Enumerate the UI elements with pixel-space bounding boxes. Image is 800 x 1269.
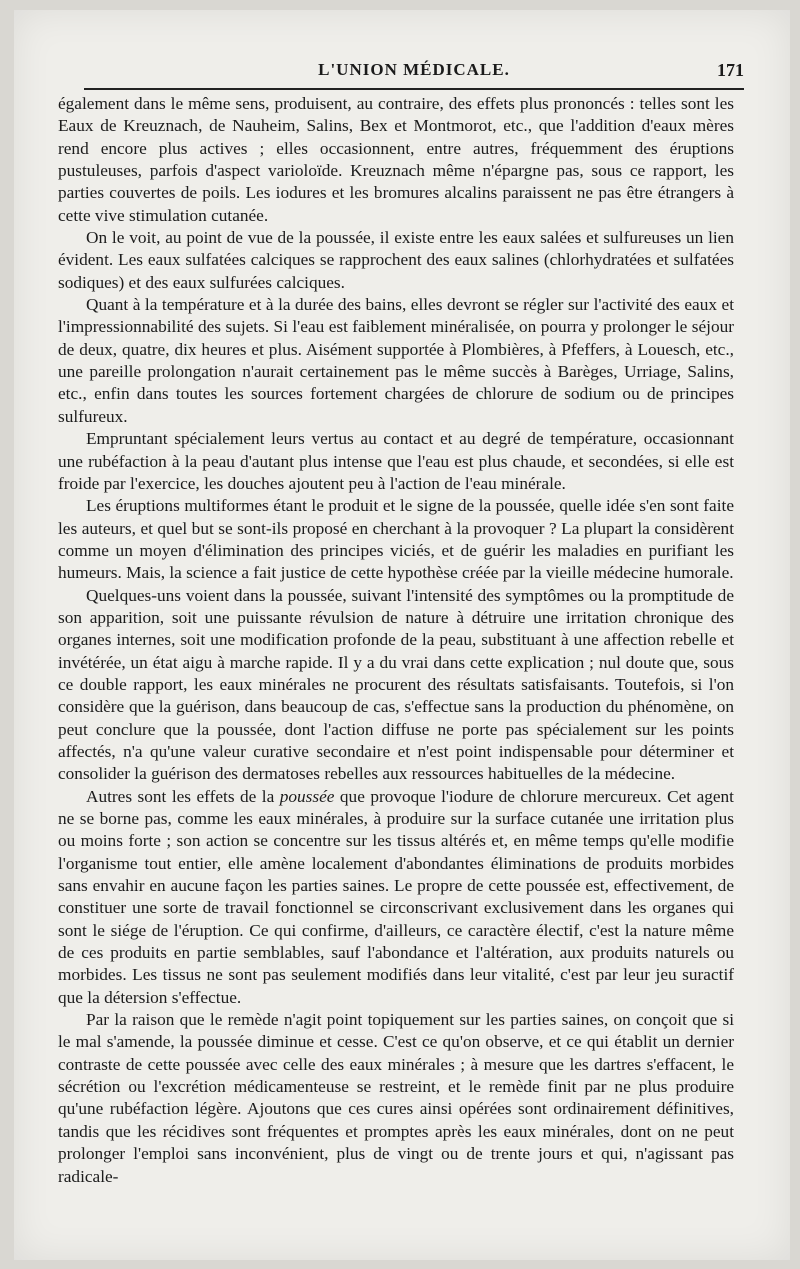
paragraph-3: Quant à la température et à la durée des bains, elles devront se régler sur l'activité des eaux et l'impressionnabilité des sujets. Si l'eau est faiblement minéralisée, on pourra y prolonger le séjour de deux, quatre, dix heures et plus. Aisément supportée à Plombières, à Pfeffers, à Louesch, etc., une pareille prolongation n'aurait certainement pas le même succès à Barèges, Urriage, Salins, etc., enfin dans toutes les sources fortement chargées de chlorure de sodium ou de principes sulfureux. — [58, 295, 734, 426]
paragraph-7 — [58, 786, 734, 1009]
paragraph-2: On le voit, au point de vue de la poussée, il existe entre les eaux salées et sulfureuses un lien évident. Les eaux sulfatées calciques se rapprochent des eaux salines (chlorhydratées et sulfatées sodiques) et des eaux sulfurées calciques. — [58, 228, 734, 292]
paragraph-6: Quelques-uns voient dans la poussée, suivant l'intensité des symptômes ou la promptitude de son apparition, soit une puissante révulsion de nature à détruire une irritation chronique des organes internes, soit une modification profonde de la peau, substituant à une affection rebelle et invétérée, un état aigu à marche rapide. Il y a du vrai dans cette explication ; nul doute que, sous ce double rapport, les eaux minérales ne procurent des résultats satisfaisants. Toutefois, si l'on considère que la guérison, dans beaucoup de cas, s'effectue sans la production du phénomène, on peut conclure que la poussée, dont l'action diffuse ne porte pas spécialement sur les points affectés, n'a qu'une valeur curative secondaire et n'est point indispensable pour déterminer et consolider la guérison des dermatoses rebelles aux ressources habituelles de la médecine. — [58, 585, 734, 784]
paragraph-5: Les éruptions multiformes étant le produit et le signe de la poussée, quelle idée s'en sont faite les auteurs, et quel but se sont-ils proposé en cherchant à la provoquer ? La plupart la considèrent comme un moyen d'élimination des principes viciés, et de guérir les maladies en purifiant les humeurs. Mais, la science a fait justice de cette hypothèse créée par la vieille médecine humorale. — [58, 496, 734, 583]
paragraph-8: Par la raison que le remède n'agit point topiquement sur les parties saines, on conçoit que si le mal s'amende, la poussée diminue et cesse. C'est ce qu'on observe, et ce qui établit un dernier contraste de cette poussée avec celle des eaux minérales ; à mesure que les dartres s'effacent, le sécrétion ou l'excrétion médicamenteuse se restreint, et le remède finit par ne plus produire qu'une rubéfaction légère. Ajoutons que ces cures ainsi opérées sont ordinairement définitives, tandis que les récidives sont fréquentes et promptes après les eaux minérales, dont on ne peut prolonger l'emploi sans inconvénient, plus de vingt ou de trente jours et qui, n'agissant pas radicale- — [58, 1010, 734, 1186]
paragraph-7-rest: que provoque l'iodure de chlorure mercureux. Cet agent ne se borne pas, comme les eaux minérales, à produire sur la surface cutanée une irritation plus ou moins forte ; son action se concentre sur les tissus altérés et, en même temps qu'elle modifie l'organisme tout entier, elle amène localement d'abondantes éliminations de produits morbides sans envahir en aucune façon les parties saines. Le propre de cette poussée est, effectivement, de constituer une sorte de travail fonctionnel se circonscrivant exclusivement dans les organes qui sont le siége de l'éruption. Ce qui confirme, d'ailleurs, ce caractère électif, c'est la nature même de ces produits en partie semblables, sauf l'abondance et l'altération, aux produits naturels ou morbides. Les tissus ne sont pas seulement modifiés dans leur vitalité, c'est par leur jeu suractif que la détersion s'effectue. — [58, 786, 734, 1007]
paragraph-1: également dans le même sens, produisent, au contraire, des effets plus prononcés : telles sont les Eaux de Kreuznach, de Nauheim, Salins, Bex et Montmorot, etc., que l'addition d'eaux mères rend encore plus actives ; elles occasionnent, entre autres, fréquemment des éruptions pustuleuses, parfois d'aspect varioloïde. Kreuznach même n'épargne pas, sous ce rapport, les parties couvertes de poils. Les iodures et les bromures alcalins paraissent ne pas être étrangers à cette vive stimulation cutanée. — [58, 94, 734, 225]
italic-term: poussée — [279, 786, 335, 806]
body-text — [58, 93, 734, 1188]
page-header — [84, 58, 744, 90]
paragraph-7-start: Autres sont les effets de la — [86, 786, 280, 806]
paragraph-4: Empruntant spécialement leurs vertus au contact et au degré de température, occasionnant une rubéfaction à la peau d'autant plus intense que l'eau est plus chaude, et secondées, si elle est froide par l'exercice, les douches ajoutent peu à l'action de l'eau minérale. — [58, 429, 734, 493]
running-title: L'UNION MÉDICALE. — [318, 60, 510, 79]
page-number: 171 — [717, 60, 744, 80]
